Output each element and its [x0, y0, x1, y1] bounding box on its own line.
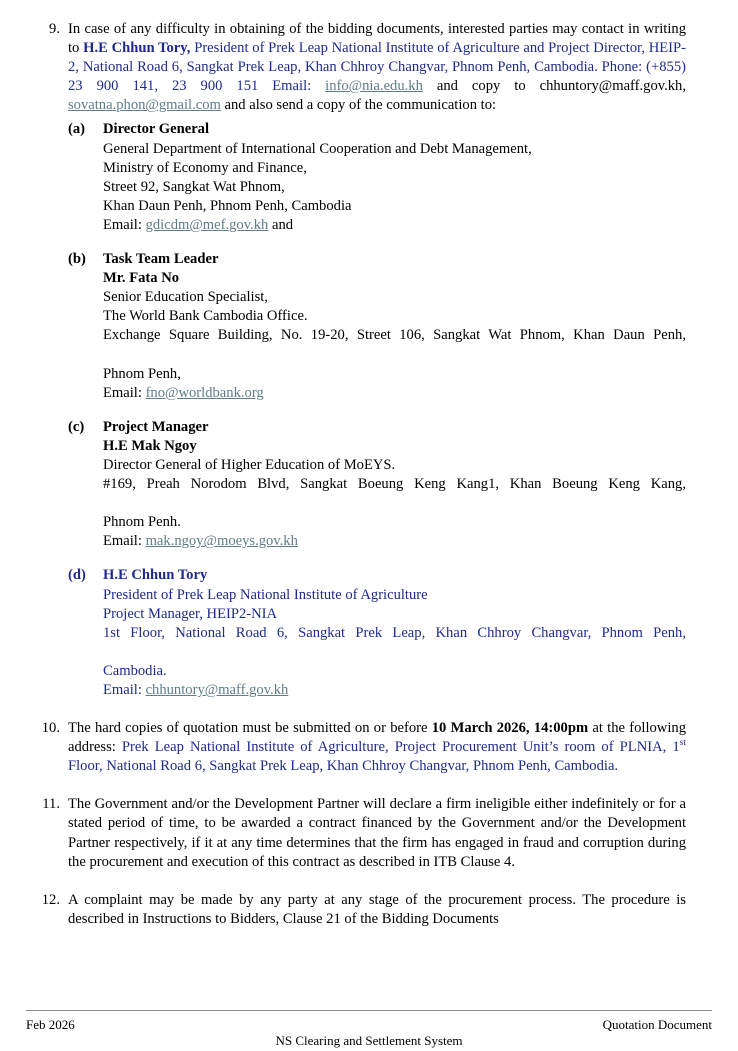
contact-c-email-label: Email:: [103, 533, 146, 550]
contact-block-d: [68, 566, 686, 700]
clause-11-number: 11.: [42, 796, 60, 813]
contact-c-subtitle: H.E Mak Ngoy: [103, 437, 197, 454]
clause-10: [41, 719, 686, 776]
clause-11: [42, 795, 686, 871]
contact-a-email-label: Email:: [103, 216, 146, 233]
contact-d-address-line: 1st Floor, National Road 6, Sangkat Prek Leap, Khan Chhroy Changvar, Phnom Penh,: [103, 624, 686, 641]
clause-9: [49, 20, 687, 115]
clause-10-address-intro: at the following address:: [68, 720, 686, 756]
contact-a-line-4: Khan Daun Penh, Phnom Penh, Cambodia: [103, 197, 352, 214]
contact-block-c: [68, 418, 686, 552]
clause-9-tail-text: and also send a copy of the communication to:: [220, 97, 497, 114]
email-link-gdicdm-mef[interactable]: gdicdm@mef.gov.kh: [145, 216, 269, 233]
contact-b-email-row: [103, 384, 686, 403]
contact-b-address-line: Exchange Square Building, No. 19-20, Street 106, Sangkat Wat Phnom, Khan Daun Penh,: [103, 327, 686, 344]
footer-row: [26, 1016, 712, 1048]
contact-a-line-2: Ministry of Economy and Finance,: [103, 159, 307, 176]
contact-b-line-2: The World Bank Cambodia Office.: [103, 308, 308, 325]
clause-10-lead-text: The hard copies of quotation must be submitted on or before: [68, 720, 432, 737]
email-link-info-nia[interactable]: info@nia.edu.kh: [325, 78, 423, 95]
footer-divider: [26, 1010, 712, 1011]
contact-d-address-wrap: Cambodia.: [103, 662, 167, 679]
footer-system-title: NS Clearing and Settlement System: [275, 1033, 463, 1048]
contact-b-title: Task Team Leader: [103, 251, 219, 268]
contact-b-subtitle: Mr. Fata No: [103, 270, 180, 287]
contact-a-line-3: Street 92, Sangkat Wat Phnom,: [103, 178, 285, 195]
clause-10-number: 10.: [41, 720, 60, 737]
clause-12: [41, 891, 686, 929]
contact-d-line-2: Project Manager, HEIP2-NIA: [103, 605, 278, 622]
clause-11-text: The Government and/or the Development Partner will declare a firm ineligible either indefinitely or for a stated period of time, to be awarded a contract financed by the Government and/or the Development Partner respectively, if it at any time determines that the firm has engaged in fraud and corruption during the procurement and execution of this contract as described in ITB Clause 4.: [68, 796, 686, 870]
contact-marker-c: (c): [68, 418, 85, 435]
contact-marker-b: (b): [68, 251, 86, 268]
email-link-fno-worldbank[interactable]: fno@worldbank.org: [145, 384, 264, 401]
contact-c-title: Project Manager: [103, 418, 209, 435]
contact-c-address-line: #169, Preah Norodom Blvd, Sangkat Boeung Keng Kang1, Khan Boeung Keng Kang,: [103, 476, 686, 493]
contact-d-email-label: Email:: [103, 682, 146, 698]
clause-9-number: 9.: [49, 21, 60, 37]
contact-block-a: [68, 120, 686, 235]
contact-a-email-row: [103, 216, 686, 235]
contact-a-email-suffix: and: [268, 216, 294, 233]
contact-c-line-1: Director General of Higher Education of MoEYS.: [103, 456, 396, 473]
clause-9-copy-text: and copy to chhuntory@maff.gov.kh,: [422, 78, 686, 95]
contact-c-email-row: [103, 532, 686, 551]
contact-c-address-wrap: Phnom Penh.: [103, 514, 181, 531]
contact-b-email-label: Email:: [103, 384, 146, 401]
email-link-sovatna-phon[interactable]: sovatna.phon@gmail.com: [68, 97, 221, 114]
clause-12-text: A complaint may be made by any party at any stage of the procurement process. The procedure is described in Instructions to Bidders, Clause 21 of the Bidding Documents: [68, 891, 686, 927]
footer-date: Feb 2026: [26, 1017, 75, 1032]
contact-b-address-wrap: Phnom Penh,: [103, 365, 181, 382]
contact-block-b: [68, 250, 686, 403]
clause-9-lead-text: In case of any difficulty in obtaining of the bidding documents, interested parties may contact in writing to: [68, 21, 686, 57]
page-footer: [26, 1010, 712, 1048]
contact-a-title: Director General: [103, 121, 210, 138]
clause-10-deadline: 10 March 2026, 14:00pm: [431, 720, 589, 737]
contact-marker-d: (d): [68, 567, 86, 584]
clause-12-number: 12.: [41, 891, 60, 908]
contact-d-line-1: President of Prek Leap National Institute of Agriculture: [103, 586, 428, 603]
contact-b-line-1: Senior Education Specialist,: [103, 289, 268, 306]
email-link-chhuntory-maff[interactable]: chhuntory@maff.gov.kh: [145, 682, 289, 698]
clause-10-address-part-2: Floor, National Road 6, Sangkat Prek Leap, Khan Chhroy Changvar, Phnom Penh, Cambodia.: [68, 758, 619, 775]
clause-9-contact-name: H.E Chhun Tory,: [83, 40, 191, 57]
contact-d-email-row: [103, 681, 686, 700]
clause-9-contact-details: President of Prek Leap National Institute of Agriculture and Project Director, HEIP-2, National Road 6, Sangkat Prek Leap, Khan Chhroy Changvar, Phnom Penh, Cambodia. Phone: (+855) 23 900 141, 23 900 151 Email:: [68, 40, 687, 95]
clause-10-address-part-1: Prek Leap National Institute of Agriculture, Project Procurement Unit’s room of PLNIA, 1: [121, 739, 680, 756]
email-link-mak-ngoy-moeys[interactable]: mak.ngoy@moeys.gov.kh: [145, 533, 298, 550]
contact-d-title: H.E Chhun Tory: [103, 567, 208, 584]
contact-marker-a: (a): [68, 121, 86, 138]
contact-a-line-1: General Department of International Cooperation and Debt Management,: [103, 140, 532, 157]
clause-10-ordinal-suffix: st: [679, 738, 686, 749]
footer-document-type: Quotation Document: [602, 1017, 712, 1032]
